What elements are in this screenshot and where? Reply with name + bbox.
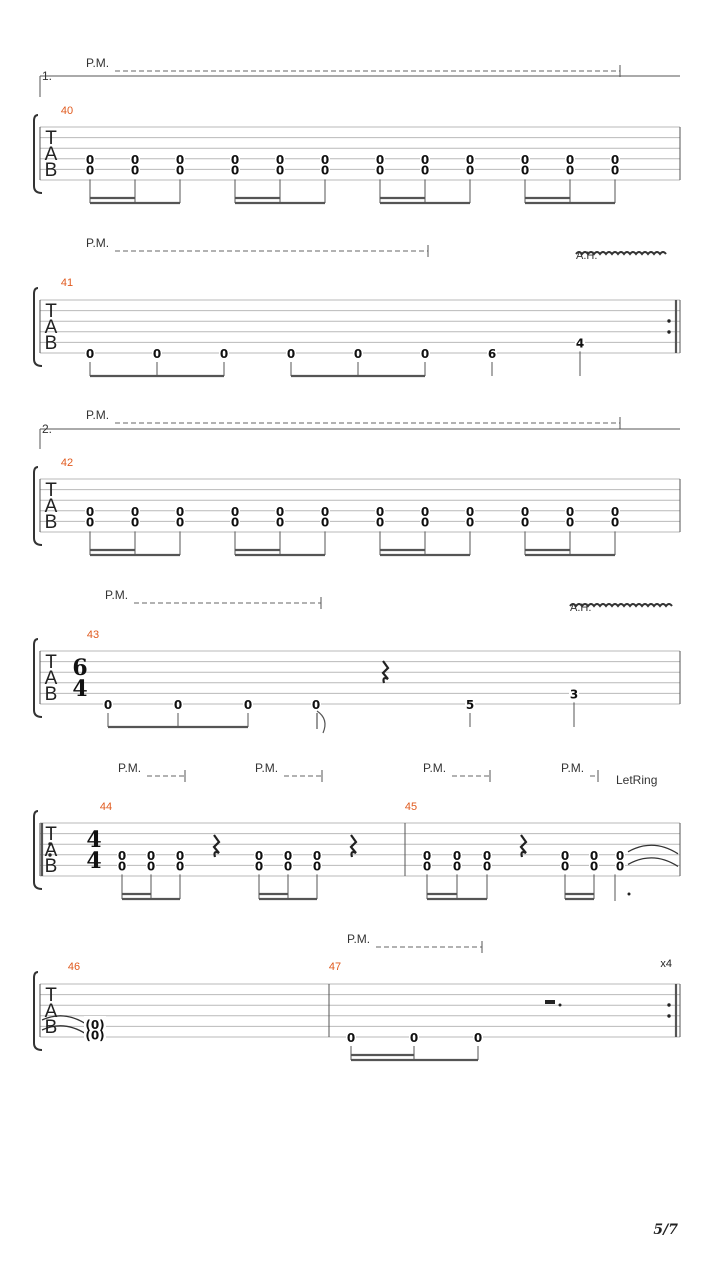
fret-number: 0 [286,347,296,361]
tab-clef-t: T [45,301,57,322]
fret-number: 0 [560,859,570,874]
fret-number: 0 [520,152,530,167]
fret-number: 0 [275,163,285,178]
fret-number: 0 [130,504,140,519]
tab-clef-t: T [45,985,57,1006]
quarter-rest [214,835,219,857]
fret-number: 0 [465,152,475,167]
fret-number: 0 [482,859,492,874]
fret-number: 0 [565,163,575,178]
repeat-dot [667,1014,670,1017]
fret-number: 0 [130,515,140,530]
time-signature-bottom: 4 [86,848,102,874]
tab-clef-a: A [44,144,58,165]
fret-number: 0 [375,152,385,167]
fret-number: 0 [565,152,575,167]
fret-number: 0 [420,504,430,519]
tab-clef-b: B [44,160,58,181]
tab-clef-a: A [44,1001,58,1022]
fret-number: 0 [589,848,599,863]
fret-number: 0 [375,504,385,519]
fret-number: 0 [320,504,330,519]
fret-number: 0 [312,859,322,874]
artificial-harmonic-label: A.H. [576,250,598,262]
fret-number: 0 [283,848,293,863]
fret-number: 0 [615,848,625,863]
fret-number: 0 [85,152,95,167]
fret-number: 0 [375,163,385,178]
time-signature-top: 4 [86,827,102,853]
fret-number: 0 [130,152,140,167]
fret-number: 0 [275,515,285,530]
fret-number: 0 [85,515,95,530]
fret-number: 0 [353,347,363,361]
tab-clef-b: B [44,512,58,533]
fret-number: 0 [175,504,185,519]
fret-number: 0 [230,152,240,167]
tab-clef-b: B [44,684,58,705]
fret-number: 0 [465,515,475,530]
fret-number: 0 [175,163,185,178]
fret-number: 0 [152,347,162,361]
palm-mute-label: P.M. [86,56,110,70]
fret-number: 5 [465,698,475,712]
fret-number: 0 [175,152,185,167]
fret-number: 0 [610,515,620,530]
fret-number: 0 [275,504,285,519]
measure-number: 46 [67,961,81,973]
fret-number: 0 [283,859,293,874]
fret-number: 0 [482,848,492,863]
fret-number: 0 [175,859,185,874]
tab-clef-a: A [44,317,58,338]
palm-mute-label: P.M. [86,408,110,422]
palm-mute-label: P.M. [561,761,585,775]
eighth-flag [317,711,325,733]
fret-number: 0 [146,859,156,874]
tab-clef-a: A [44,840,58,861]
fret-number: 0 [452,859,462,874]
rest-dot [559,1004,562,1007]
tie-arc [628,845,678,854]
measure-number: 42 [60,457,74,469]
tab-clef-t: T [45,824,57,845]
fret-number: 0 [117,859,127,874]
fret-number: 0 [520,504,530,519]
let-ring-label: LetRing [616,773,658,787]
palm-mute-label: P.M. [105,588,129,602]
fret-number: 0 [520,163,530,178]
ending-1-label: 1. [42,69,53,83]
fret-number: 0 [103,698,113,712]
measure-number: 40 [60,105,74,117]
fret-number: 0 [409,1031,419,1045]
fret-number: 0 [452,848,462,863]
dotted-note [628,893,631,896]
fret-number: 0 [320,152,330,167]
quarter-rest [351,835,356,857]
tied-fret-number: (0) [85,1028,105,1043]
fret-number: 0 [589,859,599,874]
palm-mute-label: P.M. [118,761,142,775]
page-number: 5/7 [653,1222,678,1238]
repeat-dot [667,319,670,322]
fret-number: 0 [465,163,475,178]
measure-number: 45 [404,801,418,813]
fret-number: 0 [173,698,183,712]
fret-number: 0 [243,698,253,712]
half-rest [545,1000,555,1004]
fret-number: 0 [346,1031,356,1045]
fret-number: 0 [420,515,430,530]
fret-number: 0 [254,848,264,863]
fret-number: 0 [473,1031,483,1045]
time-signature-top: 6 [72,655,88,681]
fret-number: 0 [230,504,240,519]
fret-number: 0 [422,848,432,863]
quarter-rest [521,835,526,857]
fret-number: 0 [312,848,322,863]
repeat-dot [667,1003,670,1006]
palm-mute-label: P.M. [347,932,371,946]
fret-number: 3 [569,687,579,702]
fret-number: 0 [320,515,330,530]
fret-number: 0 [560,848,570,863]
fret-number: 0 [320,163,330,178]
tab-clef-a: A [44,496,58,517]
fret-number: 0 [565,515,575,530]
time-signature-bottom: 4 [72,676,88,702]
fret-number: 0 [175,515,185,530]
fret-number: 0 [615,859,625,874]
tab-clef-t: T [45,652,57,673]
fret-number: 0 [610,163,620,178]
fret-number: 0 [130,163,140,178]
tab-clef-b: B [44,1017,58,1038]
fret-number: 0 [565,504,575,519]
palm-mute-label: P.M. [86,236,110,250]
repeat-dot [667,330,670,333]
fret-number: 0 [610,504,620,519]
palm-mute-label: P.M. [255,761,279,775]
fret-number: 0 [85,163,95,178]
fret-number: 0 [520,515,530,530]
fret-number: 0 [420,163,430,178]
fret-number: 0 [375,515,385,530]
tab-clef-b: B [44,856,58,877]
measure-number: 47 [328,961,342,973]
fret-number: 0 [146,848,156,863]
fret-number: 0 [254,859,264,874]
fret-number: 0 [311,698,321,712]
repeat-count-label: x4 [660,958,672,970]
measure-number: 43 [86,629,100,641]
fret-number: 0 [275,152,285,167]
fret-number: 0 [422,859,432,874]
palm-mute-label: P.M. [423,761,447,775]
measure-number: 41 [60,277,74,289]
ending-2-label: 2. [42,422,53,436]
fret-number: 4 [575,336,585,351]
fret-number: 0 [85,504,95,519]
fret-number: 0 [610,152,620,167]
tab-clef-t: T [45,128,57,149]
fret-number: 0 [85,347,95,361]
fret-number: 0 [420,347,430,361]
tab-clef-b: B [44,333,58,354]
tab-clef-a: A [44,668,58,689]
fret-number: 0 [175,848,185,863]
tab-clef-t: T [45,480,57,501]
fret-number: 0 [420,152,430,167]
fret-number: 0 [465,504,475,519]
measure-number: 44 [99,801,113,813]
artificial-harmonic-label: A.H. [570,602,592,614]
fret-number: 0 [230,515,240,530]
fret-number: 0 [117,848,127,863]
fret-number: 0 [219,347,229,361]
fret-number: 0 [230,163,240,178]
tied-fret-number: (0) [85,1017,105,1032]
fret-number: 6 [487,347,497,361]
